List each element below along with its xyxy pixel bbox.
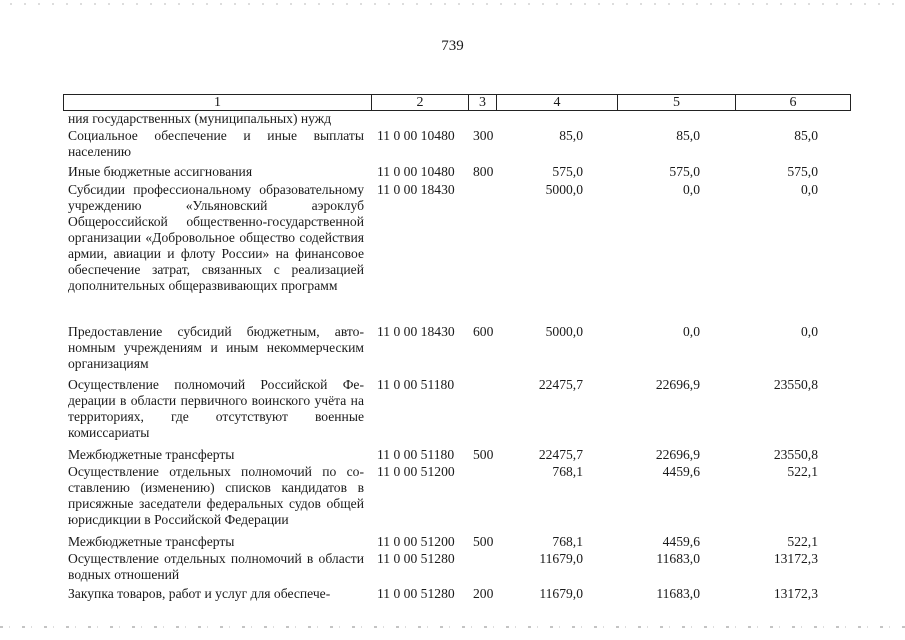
row-description: Осуществление отдельных полномочий по составлению (изменению) списков кандидатов в присяжные заседатели федеральных судов общей юрисдикции в Российской Федерации xyxy=(68,464,364,527)
target-article-code: 11 0 00 10480 xyxy=(377,128,455,143)
amount-col-5: 4459,6 xyxy=(662,464,700,479)
amount-col-5: 0,0 xyxy=(683,324,700,339)
amount-col-4: 5000,0 xyxy=(545,182,583,197)
expense-type-code: 600 xyxy=(473,324,494,339)
expense-type-code: 800 xyxy=(473,164,494,179)
expense-type-code: 200 xyxy=(473,586,494,601)
amount-col-5: 22696,9 xyxy=(655,377,700,392)
row-description: Межбюджетные трансферты xyxy=(68,447,235,462)
amount-col-6: 0,0 xyxy=(801,324,818,339)
expense-type-code: 300 xyxy=(473,128,494,143)
expense-type-code: 500 xyxy=(473,534,494,549)
amount-col-6: 85,0 xyxy=(794,128,818,143)
amount-col-5: 0,0 xyxy=(683,182,700,197)
amount-col-6: 575,0 xyxy=(787,164,818,179)
amount-col-4: 85,0 xyxy=(559,128,583,143)
table-body xyxy=(0,113,905,603)
table-row xyxy=(0,534,905,551)
amount-col-6: 522,1 xyxy=(787,534,818,549)
header-col-6: 6 xyxy=(789,95,797,110)
target-article-code: 11 0 00 51200 xyxy=(377,534,455,549)
table-row xyxy=(0,464,905,534)
amount-col-6: 23550,8 xyxy=(773,377,818,392)
amount-col-4: 22475,7 xyxy=(538,377,583,392)
table-row xyxy=(0,377,905,447)
table-row xyxy=(0,113,905,128)
amount-col-6: 23550,8 xyxy=(773,447,818,462)
table-row xyxy=(0,182,905,324)
table-row xyxy=(0,586,905,603)
amount-col-6: 522,1 xyxy=(787,464,818,479)
target-article-code: 11 0 00 18430 xyxy=(377,182,455,197)
amount-col-6: 0,0 xyxy=(801,182,818,197)
amount-col-4: 575,0 xyxy=(552,164,583,179)
row-description: Осуществление отдельных полномочий в области водных отношений xyxy=(68,551,364,582)
amount-col-5: 11683,0 xyxy=(656,586,700,601)
amount-col-4: 11679,0 xyxy=(539,551,583,566)
table-row xyxy=(0,324,905,377)
amount-col-5: 575,0 xyxy=(669,164,700,179)
target-article-code: 11 0 00 18430 xyxy=(377,324,455,339)
target-article-code: 11 0 00 51200 xyxy=(377,464,455,479)
row-description: Межбюджетные трансферты xyxy=(68,534,235,549)
target-article-code: 11 0 00 51180 xyxy=(377,447,455,462)
row-description: Закупка товаров, работ и услуг для обеспече- xyxy=(68,586,331,601)
table-row xyxy=(0,447,905,464)
amount-col-4: 768,1 xyxy=(552,464,583,479)
amount-col-4: 11679,0 xyxy=(539,586,583,601)
row-description: Субсидии профессиональному образовательному учреждению «Ульяновский аэроклуб Общероссийской общественно-государственной организации «Добровольное общество содействия армии, авиации и флоту России» на финансовое обеспечение затрат, связанных с реализацией дополнительных общеразвивающих программ xyxy=(68,182,364,293)
scan-artifact-top xyxy=(10,3,895,5)
target-article-code: 11 0 00 10480 xyxy=(377,164,455,179)
amount-col-4: 22475,7 xyxy=(538,447,583,462)
table-row xyxy=(0,128,905,164)
page-number: 739 xyxy=(441,38,464,54)
amount-col-5: 22696,9 xyxy=(655,447,700,462)
amount-col-4: 768,1 xyxy=(552,534,583,549)
header-col-3: 3 xyxy=(479,95,486,110)
amount-col-5: 85,0 xyxy=(676,128,700,143)
table-header xyxy=(63,94,851,111)
expense-type-code: 500 xyxy=(473,447,494,462)
amount-col-6: 13172,3 xyxy=(773,586,818,601)
amount-col-5: 11683,0 xyxy=(656,551,700,566)
row-description: Социальное обеспечение и иные выплаты населению xyxy=(68,128,364,159)
header-col-4: 4 xyxy=(553,95,561,110)
header-col-1: 1 xyxy=(214,95,221,110)
amount-col-4: 5000,0 xyxy=(545,324,583,339)
amount-col-5: 4459,6 xyxy=(662,534,700,549)
target-article-code: 11 0 00 51280 xyxy=(377,551,455,566)
row-description: Иные бюджетные ассигнования xyxy=(68,164,253,179)
header-col-2: 2 xyxy=(416,95,424,110)
table-row xyxy=(0,551,905,586)
row-description: ния государственных (муниципальных) нужд xyxy=(68,111,332,126)
target-article-code: 11 0 00 51280 xyxy=(377,586,455,601)
row-description: Осуществление полномочий Российской Федерации в области первичного воинского учёта на территориях, где отсутствуют военные комиссариаты xyxy=(68,377,364,440)
amount-col-6: 13172,3 xyxy=(773,551,818,566)
table-row xyxy=(0,164,905,182)
scan-artifact-bottom xyxy=(0,626,905,628)
target-article-code: 11 0 00 51180 xyxy=(377,377,455,392)
header-col-5: 5 xyxy=(673,95,680,110)
row-description: Предоставление субсидий бюджетным, автономным учреждениям и иным некоммерческим организациям xyxy=(68,324,364,371)
